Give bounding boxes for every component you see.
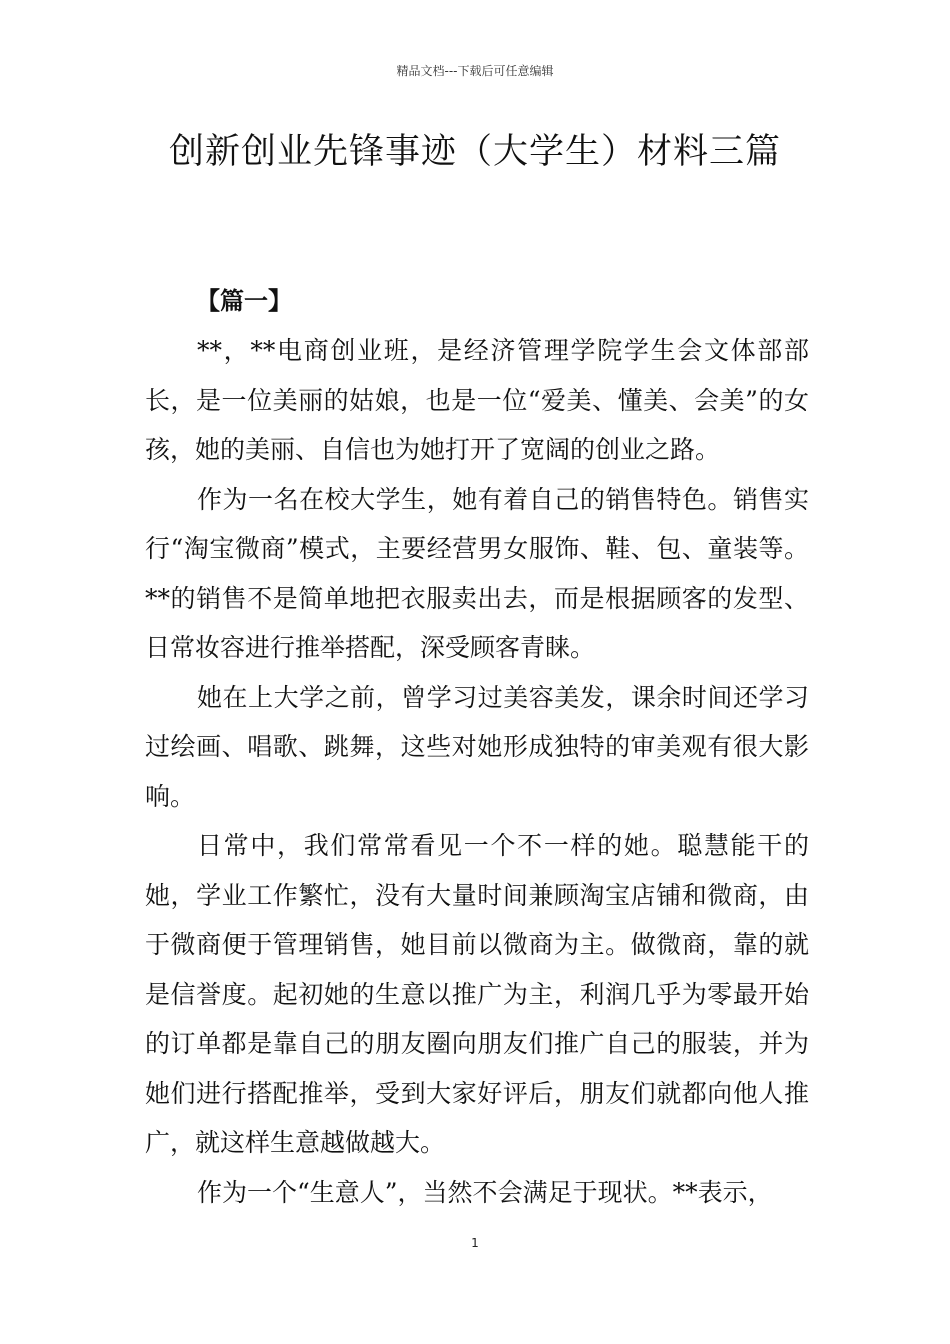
paragraph: 日常中，我们常常看见一个不一样的她。聪慧能干的她，学业工作繁忙，没有大量时间兼顾淘宝店铺和微商，由于微商便于管理销售，她目前以微商为主。做微商，靠的就是信誉度。起初她的生意以推广为主，利润几乎为零最开始的订单都是靠自己的朋友圈向朋友们推广自己的服装，并为她们进行搭配推举，受到大家好评后，朋友们就都向他人推广，就这样生意越做越大。 xyxy=(145,831,809,1157)
paragraph: 作为一名在校大学生，她有着自己的销售特色。销售实行“淘宝微商”模式，主要经营男女服饰、鞋、包、童装等。**的销售不是简单地把衣服卖出去，而是根据顾客的发型、日常妆容进行推举搭配，深受顾客青睐。 xyxy=(145,484,809,662)
paragraph: 作为一个“生意人”，当然不会满足于现状。**表示， xyxy=(197,1177,773,1207)
paragraph: 她在上大学之前，曾学习过美容美发，课余时间还学习过绘画、唱歌、跳舞，这些对她形成独特的审美观有很大影响。 xyxy=(145,682,809,811)
section-label: 【篇一】 xyxy=(196,286,292,315)
paragraph: **，**电商创业班，是经济管理学院学生会文体部部长，是一位美丽的姑娘，也是一位“爱美、懂美、会美”的女孩，她的美丽、自信也为她打开了宽阔的创业之路。 xyxy=(145,336,809,464)
header-note: 精品文档---下载后可任意编辑 xyxy=(396,64,554,78)
document-body xyxy=(145,326,809,1217)
page-number: 1 xyxy=(471,1236,479,1250)
document-title: 创新创业先锋事迹（大学生）材料三篇 xyxy=(168,132,781,172)
